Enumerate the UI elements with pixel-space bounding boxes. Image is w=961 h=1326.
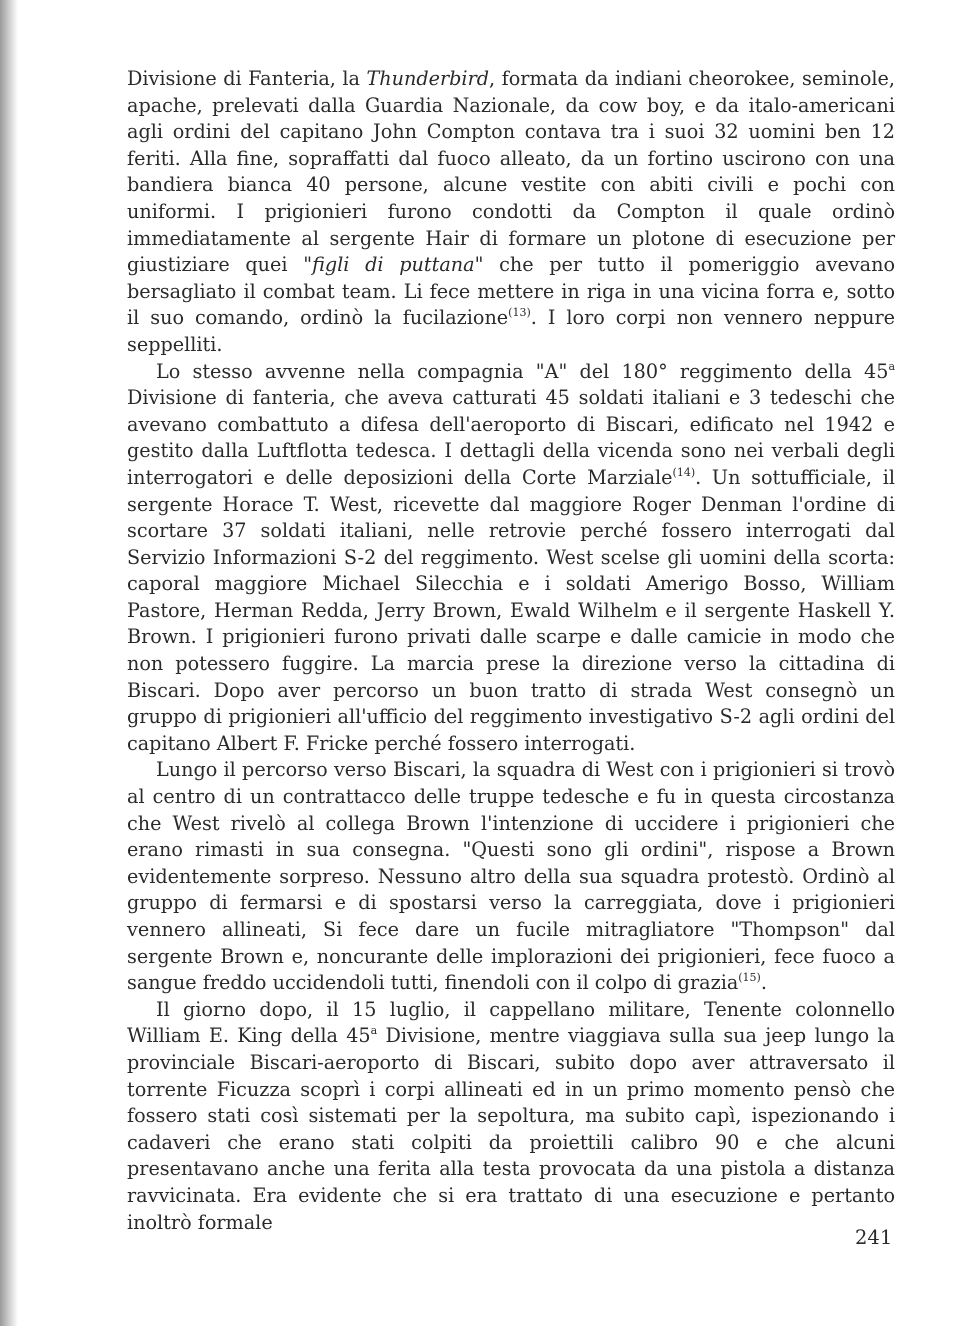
text-span: . Un sottufficiale, il sergente Horace T. West, ricevette dal maggiore Roger Denman l'ordine di scortare 37 soldati italiani, nelle retrovie perché fossero interrogati dal Servizio Informazioni S-2 del reggimento. West scelse gli uomini della scorta: caporal maggiore Michael Silecchia e i soldati Amerigo Bosso, William Pastore, Herman Redda, Jerry Brown, Ewald Wilhelm e il sergente Haskell Y. Brown. I prigionieri furono privati dalle scarpe e dalle camicie in modo che non potessero fuggire. La marcia prese la direzione verso la cittadina di Biscari. Dopo aver percorso un buon tratto di strada West consegnò un gruppo di prigionieri all'ufficio del reggimento investigativo S-2 agli ordini del capitano Albert F. Fricke perché fossero interrogati. <box>127 465 895 755</box>
ordinal-marker: a <box>370 1024 378 1038</box>
footnote-ref: (15) <box>738 971 761 985</box>
footnote-ref: (14) <box>672 465 696 479</box>
footnote-ref: (13) <box>508 306 531 320</box>
italic-title: Thunderbird <box>366 67 490 90</box>
page-number: 241 <box>855 1226 893 1249</box>
text-span: , formata da indiani cheorokee, seminole, apache, prelevati dalla Guardia Nazionale, da cow boy, e da italo-americani agli ordini del capitano John Compton contava tra i suoi 32 uomini ben 12 feriti. Alla fine, sopraffatti dal fuoco alleato, da un fortino uscirono con una bandiera bianca 40 persone, alcune vestite con abiti civili e pochi con uniformi. I prigionieri furono condotti da Compton il quale ordinò immediatamente al sergente Hair di formare un plotone di esecuzione per giustiziare quei " <box>127 67 896 277</box>
text-span: . <box>760 971 767 995</box>
italic-quote: figli di puttana <box>312 253 475 277</box>
text-span: Divisione di fanteria, che aveva catturati 45 soldati italiani e 3 tedeschi che avevano combattuto a difesa dell'aeroporto di Biscari, edificato nel 1942 e gestito dalla Luftflotta tedesca. I dettagli della vicenda sono nei verbali degli interrogatori e delle deposizioni della Corte Marziale <box>127 386 895 489</box>
ordinal-marker: a <box>888 359 895 373</box>
paragraph-2 <box>127 359 895 758</box>
text-span: Lungo il percorso verso Biscari, la squadra di West con i prigionieri si trovò al centro di un contrattacco delle truppe tedesche e fu in questa circostanza che West rivelò al collega Brown l'intenzione di uccidere i prigionieri che erano rimasti in sua consegna. "Questi sono gli ordini", rispose a Brown evidentemente sorpreso. Nessuno altro della sua squadra protestò. Ordinò al gruppo di fermarsi e di spostarsi verso la carreggiata, dove i prigionieri vennero allineati, Si fece dare un fucile mitragliatore "Thompson" dal sergente Brown e, noncurante delle implorazioni dei prigionieri, fece fuoco a sangue freddo uccidendoli tutti, finendoli con il colpo di grazia <box>127 758 895 995</box>
paragraph-3 <box>127 757 895 996</box>
text-span: Divisione, mentre viaggiava sulla sua jeep lungo la provinciale Biscari-aeroporto di Biscari, subito dopo aver attraversato il torrente Ficuzza scoprì i corpi allineati ed in un primo momento pensò che fossero stati così sistemati per la sepoltura, ma subito capì, ispezionando i cadaveri che erano stati colpiti da proiettili calibro 90 e che alcuni presentavano anche una ferita alla testa provocata da una pistola a distanza ravvicinata. Era evidente che si era trattato di una esecuzione e pertanto inoltrò formale <box>127 1024 895 1234</box>
text-span: Il giorno dopo, il 15 luglio, il cappellano militare, Tenente colonnello William E. King della 45 <box>127 997 895 1048</box>
body-text <box>127 66 895 1236</box>
text-span: . I loro corpi non vennero neppure seppelliti. <box>127 306 895 356</box>
binding-shadow <box>0 0 18 1326</box>
text-span: Lo stesso avvenne nella compagnia "A" del 180° reggimento della 45 <box>156 359 889 383</box>
paragraph-4 <box>127 997 895 1236</box>
paragraph-1 <box>127 66 895 359</box>
text-span: " che per tutto il pomeriggio avevano bersagliato il combat team. Li fece mettere in riga in una vicina forra e, sotto il suo comando, ordinò la fucilazione <box>127 253 895 330</box>
text-span: Divisione di Fanteria, la <box>127 67 367 90</box>
